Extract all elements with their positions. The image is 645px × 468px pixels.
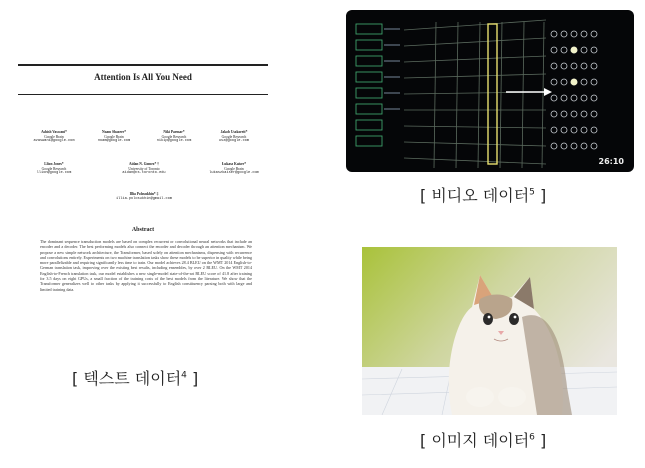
highlight-column (488, 24, 497, 164)
arrow-icon (506, 88, 552, 96)
abstract-heading: Abstract (131, 227, 155, 233)
cat-photo (362, 247, 617, 415)
video-data-caption: [ 비디오 데이터$^5$ ] (420, 186, 547, 205)
abstract-text: The dominant sequence transduction models are based on complex recurrent or convolutional neural networks that include an encoder and a decoder. The best performing models also connect the encoder and decoder through an attention mechanism. We propose a new simple network architecture, the Transformer, based solely on attention mechanisms, dispensing with recurrence and convolutions entirely. Experiments on two machine translation tasks show these models to be superior in quality while being more parallelizable and requiring significantly less time to train. Our model achieves 28.4 BLEU on the WMT 2014 English-to-German translation task, improving over the existing best results, including ensembles, by over 2 BLEU. On the WMT 2014 English-to-French translation task, our model establishes a new single-model state-of-the-art BLEU score of 41.8 after training for 3.5 days on eight GPUs, a small fraction of the training costs of the best models from the literature. We show that the Transformer generalizes well to other tasks by applying it successfully to English constituency parsing both with large and limited training data. (40, 239, 252, 292)
footnote-marker: 4 (181, 370, 187, 381)
author-block: Niki Parmar* Google Research nikip@google.com (156, 130, 192, 144)
author-block: Łukasz Kaiser* Google Brain lukaszkaiser@google.com (209, 162, 259, 176)
attention-visualization (346, 10, 634, 172)
author-block: Ashish Vaswani* Google Brain avaswani@google.com (33, 130, 75, 144)
author-block: Aidan N. Gomez* † University of Toronto aidan@cs.toronto.edu (122, 162, 166, 176)
paper-thumbnail (18, 58, 268, 358)
cat-image (362, 247, 617, 415)
author-block: Llion Jones* Google Research llion@google.com (36, 162, 72, 176)
video-thumbnail[interactable] (346, 10, 634, 172)
text-data-caption: [ 텍스트 데이터$^4$ ] (72, 369, 199, 388)
paper-title: Attention Is All You Need (94, 72, 192, 82)
title-bottom-rule (18, 94, 268, 95)
author-block: Illia Polosukhin* ‡ illia.polosukhin@gmail.com (115, 192, 173, 201)
author-block: Jakob Uszkoreit* Google Research usz@google.com (218, 130, 250, 144)
image-data-caption: [ 이미지 데이터$^6$ ] (420, 431, 547, 450)
footnote-marker: 6 (529, 432, 535, 443)
footnote-marker: 5 (529, 187, 535, 198)
video-timestamp: 26:10 (598, 157, 624, 166)
title-top-rule (18, 64, 268, 66)
author-block: Noam Shazeer* Google Brain noam@google.com (97, 130, 131, 144)
